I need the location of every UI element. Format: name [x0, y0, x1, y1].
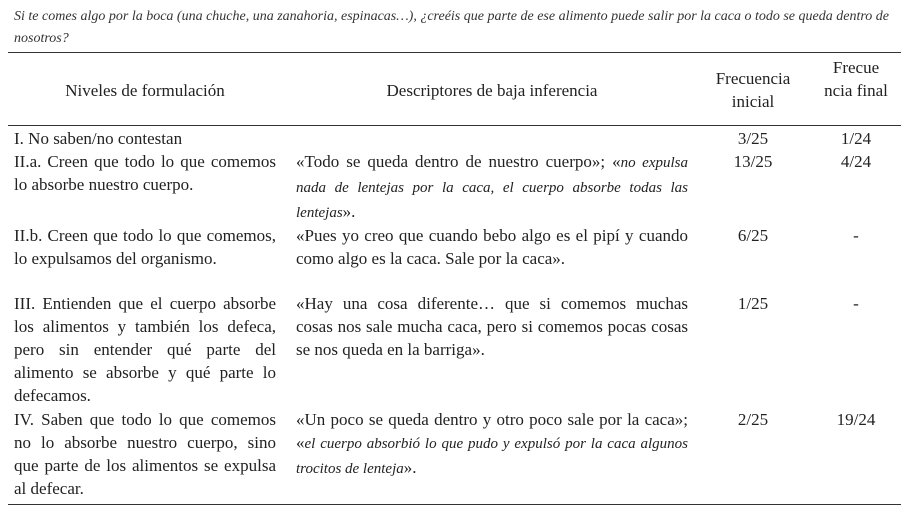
- descriptor-italic-quote: no expulsa nada de lentejas por la caca, el cuerpo absorbe todas las lentejas: [296, 155, 688, 221]
- descriptor-cell: [296, 408, 688, 481]
- header-bottom-rule: [8, 125, 901, 126]
- descriptor-italic-quote: el cuerpo absorbió lo que pudo y expulsó por la caca algunos trocitos de lenteja: [296, 436, 688, 477]
- header-descriptors: Descriptores de baja inferencia: [386, 81, 598, 100]
- level-cell: II.b. Creen que todo lo que comemos, lo expulsamos del organismo.: [14, 226, 276, 268]
- initial-frequency-cell: 13/25: [733, 152, 773, 171]
- final-frequency-cell: 19/24: [836, 410, 876, 429]
- header-levels: Niveles de formulación: [65, 81, 225, 100]
- survey-question: Si te comes algo por la boca (una chuche, una zanahoria, espinacas…), ¿creéis que parte de ese alimento puede salir por la caca o todo se queda dentro de nosotros?: [14, 9, 889, 46]
- final-frequency-cell: -: [853, 294, 859, 313]
- final-frequency-cell: -: [853, 226, 859, 245]
- initial-frequency-cell: 2/25: [737, 410, 769, 429]
- initial-frequency-cell: 6/25: [737, 226, 769, 245]
- table-bottom-rule: [8, 504, 901, 505]
- descriptor-quote: «Pues yo creo que cuando bebo algo es el pipí y cuando como algo es la caca. Sale por la caca».: [296, 226, 688, 268]
- descriptor-cell: [296, 292, 688, 361]
- descriptor-quote: «Todo se queda dentro de nuestro cuerpo»; «: [296, 152, 621, 171]
- descriptor-quote-end: ».: [342, 202, 356, 221]
- final-frequency-cell: 4/24: [840, 152, 872, 171]
- level-cell: I. No saben/no contestan: [14, 129, 183, 148]
- table-top-rule: [8, 52, 901, 53]
- level-cell: II.a. Creen que todo lo que comemos lo absorbe nuestro cuerpo.: [14, 152, 276, 194]
- initial-frequency-cell: 1/25: [737, 294, 769, 313]
- header-initial-frequency: Frecuencia inicial: [715, 69, 791, 111]
- level-cell: III. Entienden que el cuerpo absorbe los alimentos y también los defeca, pero sin entender qué parte del alimento se absorbe y qué parte lo defecamos.: [14, 294, 276, 405]
- final-frequency-cell: 1/24: [840, 129, 872, 148]
- descriptor-quote: «Un poco se queda dentro y otro poco sale por la caca»; «: [296, 410, 688, 452]
- level-cell: IV. Saben que todo lo que comemos no lo absorbe nuestro cuerpo, sino que parte de los alimentos se expulsa al defecar.: [14, 410, 276, 498]
- descriptor-quote: «Hay una cosa diferente… que si comemos muchas cosas nos sale mucha caca, pero si comemos pocas cosas se nos queda en la barriga».: [296, 294, 688, 359]
- initial-frequency-cell: 3/25: [737, 129, 769, 148]
- descriptor-cell: [296, 150, 688, 225]
- header-final-frequency: Frecue ncia final: [824, 58, 888, 100]
- descriptor-quote-end: ».: [403, 458, 417, 477]
- descriptor-cell: [296, 224, 688, 270]
